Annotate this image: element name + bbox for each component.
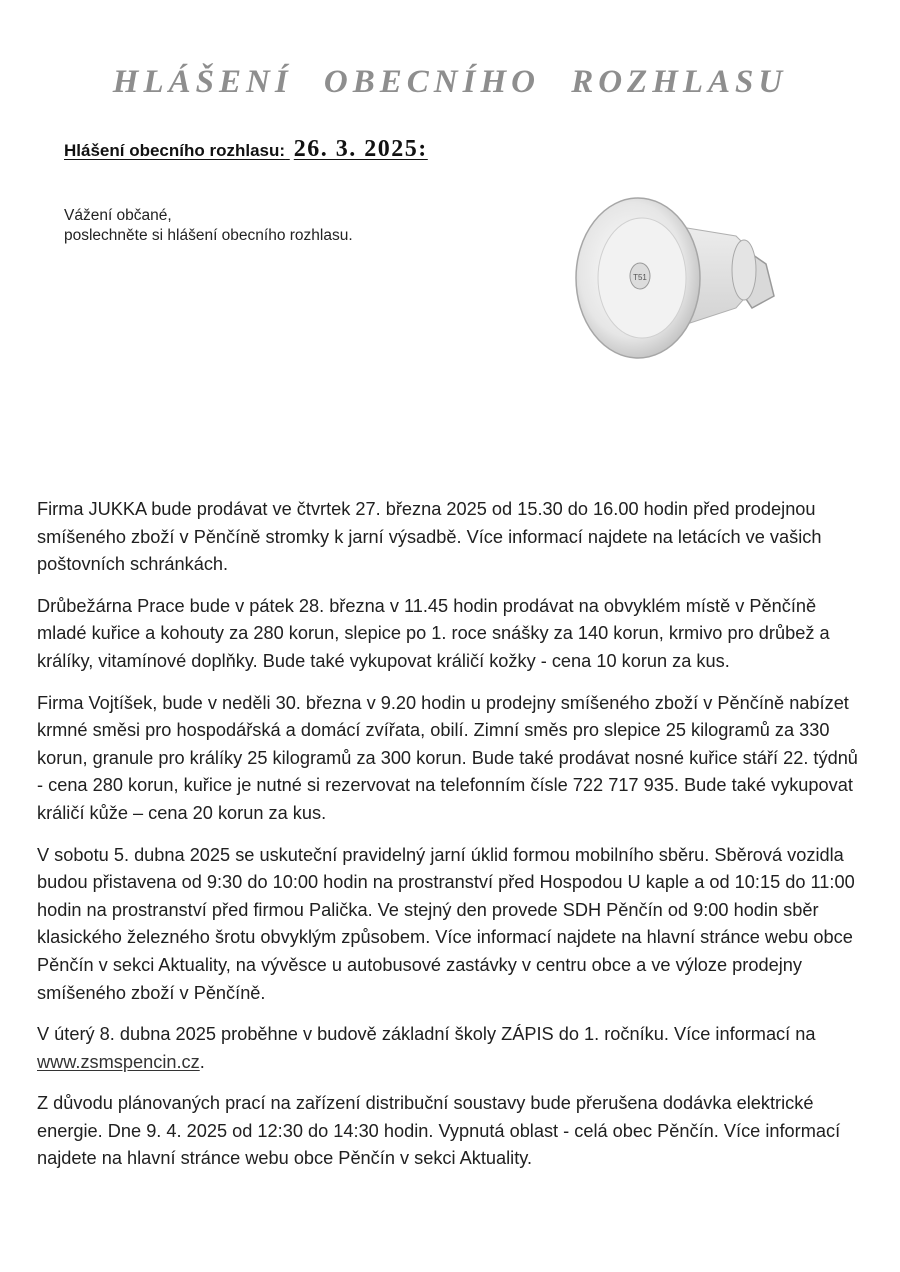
- megaphone-label: T51: [633, 273, 647, 282]
- announcement-paragraph: [37, 1021, 867, 1076]
- announcement-paragraph: Drůbežárna Prace bude v pátek 28. března v 11.45 hodin prodávat na obvyklém místě v Pěnčíně mladé kuřice a kohouty za 280 korun, slepice po 1. roce snášky za 140 korun, krmivo pro drůbež a králíky, vitamínové doplňky. Bude také vykupovat králičí kožky - cena 10 korun za kus.: [37, 595, 830, 671]
- greeting-line-1: Vážení občané,: [64, 207, 172, 224]
- page-title: HLÁŠENÍ OBECNÍHO ROZHLASU: [112, 64, 788, 100]
- date-label: Hlášení obecního rozhlasu:: [64, 141, 286, 160]
- announcement-text: .: [199, 1051, 205, 1072]
- greeting: [64, 206, 353, 246]
- greeting-line-2: poslechněte si hlášení obecního rozhlasu.: [64, 227, 353, 244]
- announcement-text: V úterý 8. dubna 2025 proběhne v budově základní školy ZÁPIS do 1. ročníku. Více informací na: [37, 1024, 816, 1045]
- date-value: 26. 3. 2025:: [293, 136, 428, 162]
- announcement-paragraph: Firma JUKKA bude prodávat ve čtvrtek 27. března 2025 od 15.30 do 16.00 hodin před prodejnou smíšeného zboží v Pěnčíně stromky k jarní výsadbě. Více informací najdete na letácích ve vašich poštovních schránkách.: [37, 499, 822, 575]
- announcement-paragraph: Z důvodu plánovaných prací na zařízení distribuční soustavy bude přerušena dodávka elektrické energie. Dne 9. 4. 2025 od 12:30 do 14:30 hodin. Vypnutá oblast - celá obec Pěnčín. Více informací najdete na hlavní stránce webu obce Pěnčín v sekci Aktuality.: [37, 1093, 841, 1169]
- announcement-date-heading: [64, 136, 428, 163]
- megaphone-icon: [568, 192, 788, 360]
- announcements: [37, 496, 867, 1173]
- school-website-link[interactable]: www.zsmspencin.cz: [37, 1051, 200, 1072]
- announcement-paragraph: Firma Vojtíšek, bude v neděli 30. března v 9.20 hodin u prodejny smíšeného zboží v Pěnčíně nabízet krmné směsi pro hospodářská a domácí zvířata, obilí. Zimní směs pro slepice 25 kilogramů za 330 korun, granule pro králíky 25 kilogramů za 300 korun. Bude také prodávat nosné kuřice stáří 22. týdnů - cena 280 korun, kuřice je nutné si rezervovat na telefonním čísle 722 717 935. Bude také vykupovat králičí kůže – cena 20 korun za kus.: [37, 692, 858, 823]
- announcement-paragraph: V sobotu 5. dubna 2025 se uskuteční pravidelný jarní úklid formou mobilního sběru. Sběrová vozidla budou přistavena od 9:30 do 10:00 hodin na prostranství před Hospodou U kaple a od 10:15 do 11:00 hodin na prostranství před firmou Palička. Ve stejný den provede SDH Pěnčín od 9:00 hodin sběr klasického železného šrotu obvyklým způsobem. Více informací najdete na hlavní stránce webu obce Pěnčín v sekci Aktuality, na vývěsce u autobusové zastávky v centru obce a ve výloze prodejny smíšeného zboží v Pěnčíně.: [37, 844, 855, 1003]
